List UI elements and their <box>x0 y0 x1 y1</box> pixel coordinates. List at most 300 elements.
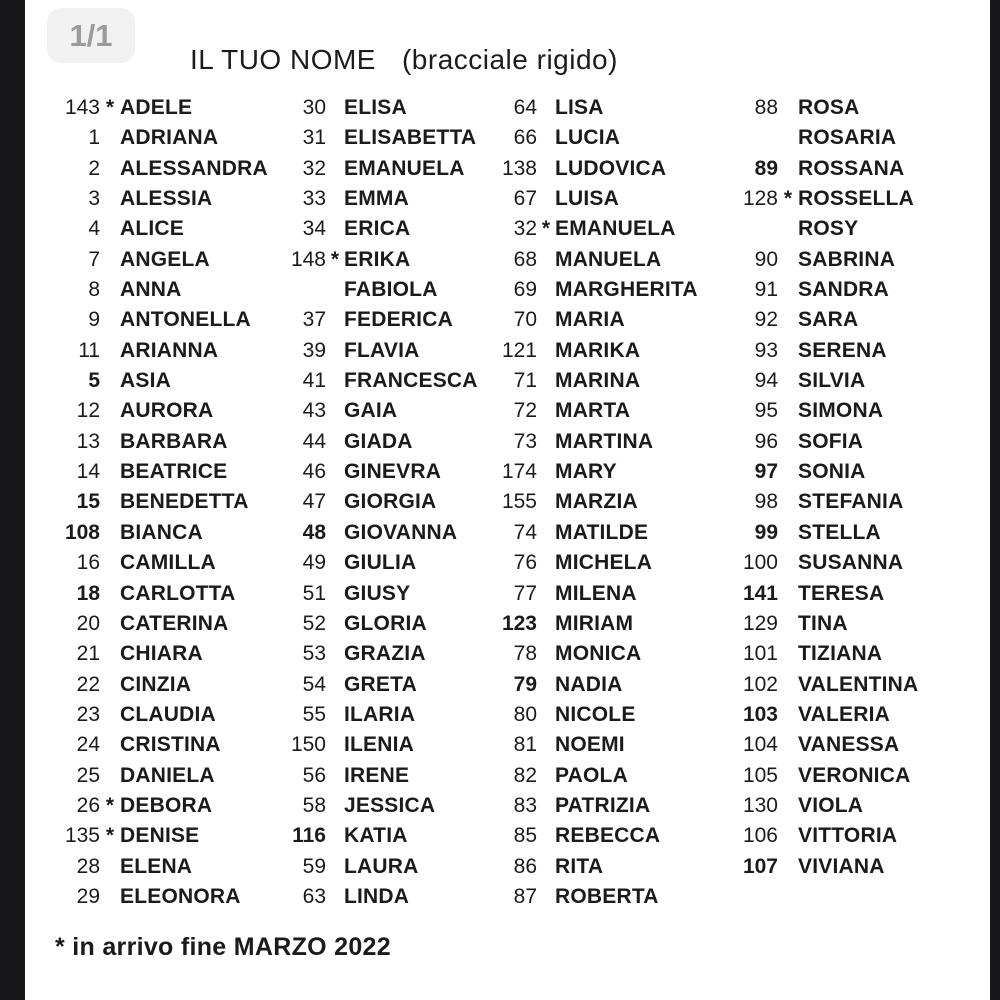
item-name: ADELE <box>120 96 193 119</box>
item-name: ARIANNA <box>120 338 219 362</box>
list-item <box>262 457 487 487</box>
list-item <box>38 548 273 578</box>
item-number: 1 <box>88 126 100 150</box>
list-item <box>262 275 487 305</box>
item-number: 33 <box>302 187 326 211</box>
item-number: 67 <box>513 187 537 211</box>
item-name: GRAZIA <box>344 642 426 666</box>
item-name: ROSSELLA <box>798 187 914 211</box>
item-name: KATIA <box>344 824 408 848</box>
item-number: 148 <box>290 247 326 271</box>
item-name: TIZIANA <box>798 642 883 666</box>
item-number: 52 <box>302 611 326 635</box>
item-number: 83 <box>513 793 537 817</box>
item-number: 103 <box>742 702 778 726</box>
item-name: MARINA <box>555 369 641 393</box>
item-number: 92 <box>754 308 778 332</box>
item-name: MARY <box>555 460 617 484</box>
list-item <box>470 579 715 609</box>
item-name: MARTA <box>555 399 631 423</box>
item-name: JESSICA <box>344 793 436 817</box>
item-name: ANTONELLA <box>120 308 251 332</box>
item-name: DEBORA <box>120 793 213 817</box>
item-number: 7 <box>88 247 100 271</box>
list-item <box>470 730 715 760</box>
item-number: 9 <box>88 308 100 332</box>
list-item <box>470 882 715 912</box>
item-number: 2 <box>88 156 100 180</box>
title-subtitle: (bracciale rigido) <box>401 44 618 75</box>
item-number: 100 <box>742 551 778 575</box>
item-number: 16 <box>76 551 100 575</box>
list-item <box>710 609 970 639</box>
list-item <box>470 214 715 244</box>
list-item <box>38 123 273 153</box>
list-item <box>470 305 715 335</box>
item-number: 108 <box>64 520 100 544</box>
item-number: 99 <box>754 520 778 544</box>
item-number: 28 <box>76 854 100 878</box>
item-number: 63 <box>302 884 326 908</box>
item-number: 76 <box>513 551 537 575</box>
item-number: 96 <box>754 429 778 453</box>
list-item <box>470 427 715 457</box>
item-name: EMANUELA <box>555 217 676 241</box>
list-item <box>38 821 273 851</box>
list-item <box>262 93 487 123</box>
item-name: CARLOTTA <box>120 581 236 605</box>
item-name: DENISE <box>120 824 200 848</box>
item-name: GRETA <box>344 672 417 696</box>
item-name: ILENIA <box>344 733 415 757</box>
item-name: PAOLA <box>555 763 628 787</box>
list-item <box>38 366 273 396</box>
list-item <box>470 366 715 396</box>
list-item <box>710 123 970 153</box>
item-number: 93 <box>754 338 778 362</box>
list-item <box>262 214 487 244</box>
item-name: NADIA <box>555 672 623 696</box>
item-name: ROSA <box>798 96 860 119</box>
list-item <box>710 427 970 457</box>
item-name: VITTORIA <box>798 824 898 848</box>
name-column-3 <box>470 93 715 912</box>
list-item <box>262 366 487 396</box>
item-number: 101 <box>742 642 778 666</box>
list-item <box>38 518 273 548</box>
item-name: CHIARA <box>120 642 203 666</box>
page-indicator-badge <box>47 8 135 63</box>
list-item <box>262 730 487 760</box>
item-number: 43 <box>302 399 326 423</box>
item-name: ALESSIA <box>120 187 213 211</box>
item-name: BARBARA <box>120 429 228 453</box>
item-name: ELISABETTA <box>344 126 477 150</box>
item-name: VALENTINA <box>798 672 919 696</box>
item-name: MONICA <box>555 642 642 666</box>
list-item <box>710 700 970 730</box>
item-name: ELENA <box>120 854 193 878</box>
item-number: 90 <box>754 247 778 271</box>
item-name: MILENA <box>555 581 637 605</box>
list-item <box>710 396 970 426</box>
item-name: NOEMI <box>555 733 625 757</box>
item-number: 71 <box>513 369 537 393</box>
item-name: FLAVIA <box>344 338 420 362</box>
item-number: 91 <box>754 278 778 302</box>
item-number: 32 <box>302 156 326 180</box>
item-number: 130 <box>742 793 778 817</box>
item-number: 69 <box>513 278 537 302</box>
item-name: STEFANIA <box>798 490 904 514</box>
list-item <box>710 852 970 882</box>
item-number: 68 <box>513 247 537 271</box>
item-name: REBECCA <box>555 824 661 848</box>
item-name: GIUSY <box>344 581 411 605</box>
list-item <box>262 396 487 426</box>
list-item <box>710 791 970 821</box>
item-name: ELISA <box>344 96 407 119</box>
page-indicator-label: 1/1 <box>69 17 113 53</box>
list-item <box>470 275 715 305</box>
footnote: * in arrivo fine MARZO 2022 <box>55 933 391 961</box>
list-item <box>262 336 487 366</box>
item-name: NICOLE <box>555 702 636 726</box>
item-name: BENEDETTA <box>120 490 249 514</box>
asterisk-marker: * <box>105 824 115 848</box>
list-item <box>470 245 715 275</box>
item-name: LUISA <box>555 187 619 211</box>
list-item <box>38 396 273 426</box>
list-item <box>38 761 273 791</box>
item-number: 72 <box>513 399 537 423</box>
page-title <box>190 44 618 76</box>
list-item <box>710 93 970 123</box>
list-item <box>710 761 970 791</box>
list-item <box>38 336 273 366</box>
item-number: 106 <box>742 824 778 848</box>
item-number: 54 <box>302 672 326 696</box>
list-item <box>38 609 273 639</box>
item-number: 73 <box>513 429 537 453</box>
item-number: 135 <box>64 824 100 848</box>
list-item <box>710 366 970 396</box>
item-name: ILARIA <box>344 702 416 726</box>
item-number: 107 <box>742 854 778 878</box>
item-name: AURORA <box>120 399 214 423</box>
item-name: CATERINA <box>120 611 229 635</box>
item-name: FEDERICA <box>344 308 453 332</box>
list-item <box>262 609 487 639</box>
list-item <box>262 487 487 517</box>
item-number: 143 <box>64 96 100 119</box>
item-number: 8 <box>88 278 100 302</box>
item-name: BIANCA <box>120 520 203 544</box>
item-name: CAMILLA <box>120 551 216 575</box>
list-item <box>470 184 715 214</box>
item-name: VIOLA <box>798 793 864 817</box>
item-number: 87 <box>513 884 537 908</box>
item-number: 58 <box>302 793 326 817</box>
name-column-4 <box>710 93 970 882</box>
item-number: 5 <box>88 369 100 393</box>
item-number: 97 <box>754 460 778 484</box>
item-number: 129 <box>742 611 778 635</box>
list-item <box>262 852 487 882</box>
list-item <box>470 639 715 669</box>
item-name: SOFIA <box>798 429 864 453</box>
list-item <box>38 579 273 609</box>
list-item <box>710 275 970 305</box>
item-name: PATRIZIA <box>555 793 651 817</box>
item-name: ADRIANA <box>120 126 219 150</box>
item-number: 89 <box>754 156 778 180</box>
item-number: 155 <box>501 490 537 514</box>
item-number: 30 <box>302 96 326 119</box>
name-column-1 <box>38 93 273 912</box>
item-name: LAURA <box>344 854 419 878</box>
list-item <box>262 761 487 791</box>
item-number: 98 <box>754 490 778 514</box>
item-name: BEATRICE <box>120 460 228 484</box>
item-name: MATILDE <box>555 520 649 544</box>
item-number: 64 <box>513 96 537 119</box>
list-item <box>262 184 487 214</box>
item-name: CLAUDIA <box>120 702 216 726</box>
item-name: VALERIA <box>798 702 891 726</box>
item-name: FABIOLA <box>344 278 438 302</box>
item-name: SERENA <box>798 338 887 362</box>
list-item <box>262 821 487 851</box>
list-item <box>470 761 715 791</box>
list-item <box>470 154 715 184</box>
list-item <box>38 214 273 244</box>
item-name: GAIA <box>344 399 398 423</box>
item-name: VERONICA <box>798 763 911 787</box>
item-name: VANESSA <box>798 733 900 757</box>
list-item <box>262 123 487 153</box>
list-item <box>262 882 487 912</box>
item-name: LUCIA <box>555 126 621 150</box>
item-number: 11 <box>78 338 100 362</box>
item-number: 70 <box>513 308 537 332</box>
list-item <box>710 245 970 275</box>
asterisk-marker: * <box>105 96 115 119</box>
item-name: MARIA <box>555 308 625 332</box>
item-number: 59 <box>302 854 326 878</box>
item-name: MICHELA <box>555 551 653 575</box>
item-number: 53 <box>302 642 326 666</box>
list-item <box>470 852 715 882</box>
item-number: 14 <box>76 460 100 484</box>
list-item <box>470 609 715 639</box>
item-number: 116 <box>292 824 326 848</box>
item-number: 39 <box>302 338 326 362</box>
list-item <box>262 518 487 548</box>
asterisk-marker: * <box>783 187 793 211</box>
item-name: GIADA <box>344 429 413 453</box>
list-item <box>710 487 970 517</box>
item-name: STELLA <box>798 520 881 544</box>
list-item <box>262 639 487 669</box>
item-name: ALICE <box>120 217 184 241</box>
item-name: SILVIA <box>798 369 866 393</box>
item-number: 47 <box>302 490 326 514</box>
item-name: GINEVRA <box>344 460 442 484</box>
list-item <box>710 579 970 609</box>
list-item <box>470 123 715 153</box>
item-name: GIOVANNA <box>344 520 458 544</box>
item-name: SIMONA <box>798 399 884 423</box>
list-item <box>38 93 273 123</box>
list-item <box>470 548 715 578</box>
list-item <box>38 154 273 184</box>
item-number: 20 <box>76 611 100 635</box>
item-name: MIRIAM <box>555 611 634 635</box>
item-number: 82 <box>513 763 537 787</box>
list-item <box>38 791 273 821</box>
item-name: TERESA <box>798 581 885 605</box>
item-name: SUSANNA <box>798 551 904 575</box>
list-item <box>470 93 715 123</box>
list-item <box>38 245 273 275</box>
item-number: 31 <box>302 126 326 150</box>
item-number: 174 <box>501 460 537 484</box>
list-item <box>38 457 273 487</box>
list-item <box>710 457 970 487</box>
list-item <box>710 730 970 760</box>
list-item <box>262 700 487 730</box>
item-number: 121 <box>501 338 537 362</box>
item-number: 22 <box>76 672 100 696</box>
list-item <box>470 336 715 366</box>
item-name: ROBERTA <box>555 884 659 908</box>
list-item <box>710 670 970 700</box>
item-name: TINA <box>798 611 848 635</box>
item-name: LISA <box>555 96 604 119</box>
list-item <box>38 730 273 760</box>
item-name: EMANUELA <box>344 156 465 180</box>
list-item <box>470 487 715 517</box>
list-item <box>262 305 487 335</box>
item-name: MARIKA <box>555 338 641 362</box>
item-name: ANNA <box>120 278 182 302</box>
list-item <box>262 154 487 184</box>
item-number: 25 <box>76 763 100 787</box>
list-item <box>470 700 715 730</box>
item-number: 86 <box>513 854 537 878</box>
item-name: ERIKA <box>344 247 411 271</box>
item-number: 150 <box>290 733 326 757</box>
list-item <box>710 639 970 669</box>
item-name: SARA <box>798 308 859 332</box>
item-number: 32 <box>513 217 537 241</box>
item-name: GIORGIA <box>344 490 437 514</box>
list-item <box>710 184 970 214</box>
item-name: CRISTINA <box>120 733 221 757</box>
item-number: 95 <box>754 399 778 423</box>
asterisk-marker: * <box>105 793 115 817</box>
item-number: 34 <box>302 217 326 241</box>
item-number: 49 <box>302 551 326 575</box>
item-name: GIULIA <box>344 551 417 575</box>
list-item <box>470 457 715 487</box>
item-name: ASIA <box>120 369 171 393</box>
list-item <box>38 670 273 700</box>
list-item <box>470 791 715 821</box>
item-number: 104 <box>742 733 778 757</box>
list-item <box>710 336 970 366</box>
list-item <box>38 639 273 669</box>
list-item <box>710 518 970 548</box>
list-item <box>262 427 487 457</box>
item-name: ROSY <box>798 217 859 241</box>
item-name: GLORIA <box>344 611 427 635</box>
list-item <box>38 700 273 730</box>
item-name: LUDOVICA <box>555 156 667 180</box>
list-item <box>38 487 273 517</box>
item-name: CINZIA <box>120 672 192 696</box>
item-name: RITA <box>555 854 604 878</box>
list-item <box>38 852 273 882</box>
title-text: IL TUO NOME <box>190 44 376 75</box>
item-number: 55 <box>302 702 326 726</box>
item-number: 18 <box>76 581 100 605</box>
item-number: 24 <box>76 733 100 757</box>
list-item <box>710 548 970 578</box>
list-item <box>470 518 715 548</box>
list-item <box>38 184 273 214</box>
item-number: 44 <box>302 429 326 453</box>
list-item <box>262 579 487 609</box>
document-page <box>25 0 990 1000</box>
list-item <box>470 821 715 851</box>
item-number: 81 <box>513 733 537 757</box>
item-name: LINDA <box>344 884 410 908</box>
item-number: 102 <box>742 672 778 696</box>
list-item <box>262 791 487 821</box>
item-name: ROSSANA <box>798 156 905 180</box>
item-name: MARZIA <box>555 490 638 514</box>
item-number: 141 <box>742 581 778 605</box>
item-number: 15 <box>76 490 100 514</box>
asterisk-marker: * <box>541 217 551 241</box>
asterisk-marker: * <box>330 247 340 271</box>
item-name: SANDRA <box>798 278 890 302</box>
list-item <box>262 548 487 578</box>
item-number: 94 <box>754 369 778 393</box>
list-item <box>262 245 487 275</box>
item-number: 12 <box>76 399 100 423</box>
item-number: 78 <box>513 642 537 666</box>
item-number: 41 <box>302 369 326 393</box>
item-number: 51 <box>302 581 326 605</box>
item-name: ALESSANDRA <box>120 156 268 180</box>
list-item <box>710 305 970 335</box>
item-name: MANUELA <box>555 247 662 271</box>
item-name: VIVIANA <box>798 854 885 878</box>
item-number: 3 <box>88 187 100 211</box>
list-item <box>710 154 970 184</box>
item-number: 74 <box>513 520 537 544</box>
item-name: SONIA <box>798 460 866 484</box>
item-name: FRANCESCA <box>344 369 478 393</box>
item-name: MARTINA <box>555 429 654 453</box>
item-name: SABRINA <box>798 247 896 271</box>
list-item <box>38 882 273 912</box>
item-number: 80 <box>513 702 537 726</box>
item-number: 29 <box>76 884 100 908</box>
